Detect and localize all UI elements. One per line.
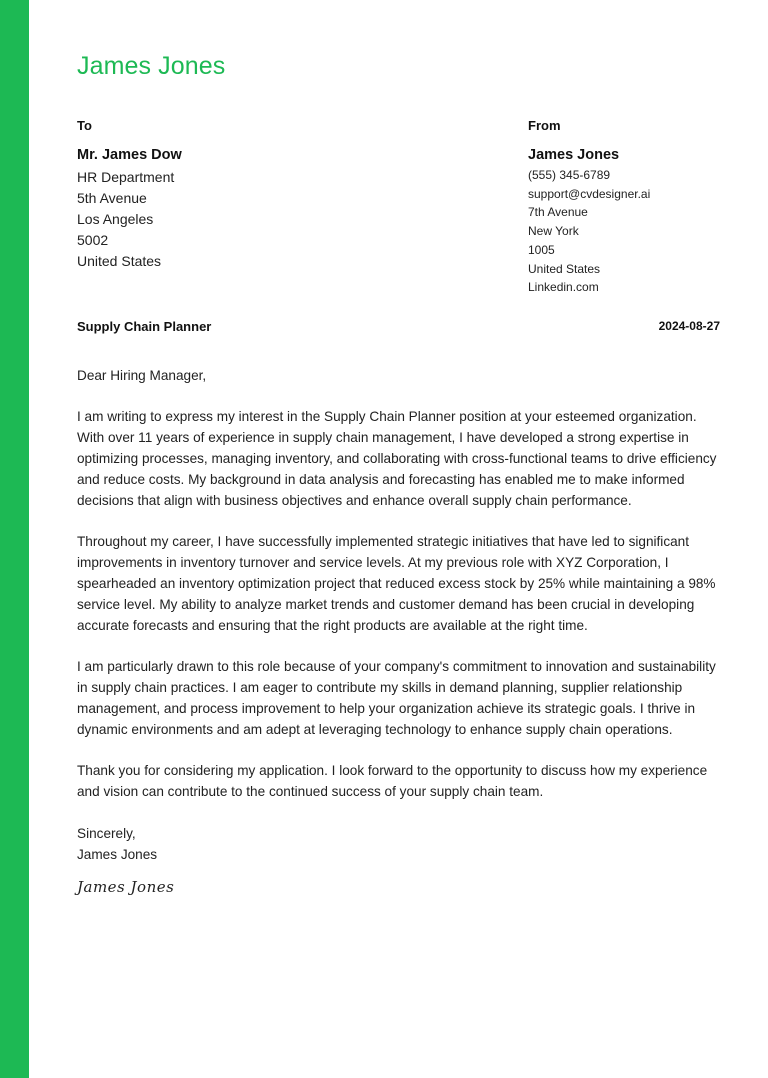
recipient-country: United States: [77, 253, 162, 269]
sender-linkedin: Linkedin.com: [528, 280, 599, 295]
cover-letter-page: [77, 0, 720, 1078]
accent-sidebar: [0, 0, 29, 1078]
recipient-heading: To: [77, 118, 92, 133]
recipient-block: [77, 117, 377, 272]
sender-name: James Jones: [528, 147, 620, 163]
body-paragraph: I am writing to express my interest in the Supply Chain Planner position at your esteemed organization. With over 11 years of experience in supply chain management, I have developed a strong expertise in optimizing processes, managing inventory, and collaborating with cross-functional teams to drive efficiency and reduce costs. My background in data analysis and forecasting has enabled me to make informed decisions that align with business objectives and enhance overall supply chain performance.: [77, 409, 717, 508]
sender-city: New York: [528, 224, 579, 239]
recipient-name: Mr. James Dow: [77, 147, 182, 163]
closing-phrase: Sincerely,: [77, 826, 136, 841]
sender-contact: [528, 166, 720, 297]
sender-street: 7th Avenue: [528, 205, 588, 220]
sender-country: United States: [528, 261, 601, 276]
letter-body: [77, 365, 720, 822]
handwritten-signature: James Jones: [77, 878, 175, 896]
sender-phone: (555) 345-6789: [528, 168, 611, 182]
recipient-address: [77, 167, 377, 272]
body-paragraph: I am particularly drawn to this role because of your company's commitment to innovation and sustainability in supply chain practices. I am eager to contribute my skills in demand planning, supplier relationship management, and process improvement to help your organization achieve its strategic goals. I thrive in dynamic environments and am adept at leveraging technology to enhance supply chain operations.: [77, 659, 716, 737]
closing-name: James Jones: [77, 847, 158, 862]
body-paragraph: Throughout my career, I have successfully implemented strategic initiatives that have led to significant improvements in inventory turnover and service levels. At my previous role with XYZ Corporation, I spearheaded an inventory optimization project that reduced excess stock by 25% while maintaining a 98% service level. My ability to analyze market trends and customer demand has been crucial in developing accurate forecasts and ensuring that the right products are available at the right time.: [77, 534, 716, 633]
recipient-department: HR Department: [77, 169, 175, 185]
body-paragraph: Thank you for considering my application. I look forward to the opportunity to discuss how my experience and vision can contribute to the continued success of your supply chain team.: [77, 763, 708, 799]
letter-date: 2024-08-27: [658, 319, 720, 333]
subject-row: [77, 317, 720, 335]
letter-subject: Supply Chain Planner: [77, 318, 212, 334]
sender-name-heading: James Jones: [77, 52, 226, 80]
sender-postcode: 1005: [528, 242, 555, 257]
recipient-postcode: 5002: [77, 232, 109, 248]
sender-email: support@cvdesigner.ai: [528, 186, 651, 201]
sender-block: [528, 117, 720, 297]
recipient-city: Los Angeles: [77, 211, 154, 227]
recipient-street: 5th Avenue: [77, 190, 147, 206]
closing-block: [77, 823, 157, 865]
sender-heading: From: [528, 118, 561, 133]
salutation: Dear Hiring Manager,: [77, 368, 207, 383]
